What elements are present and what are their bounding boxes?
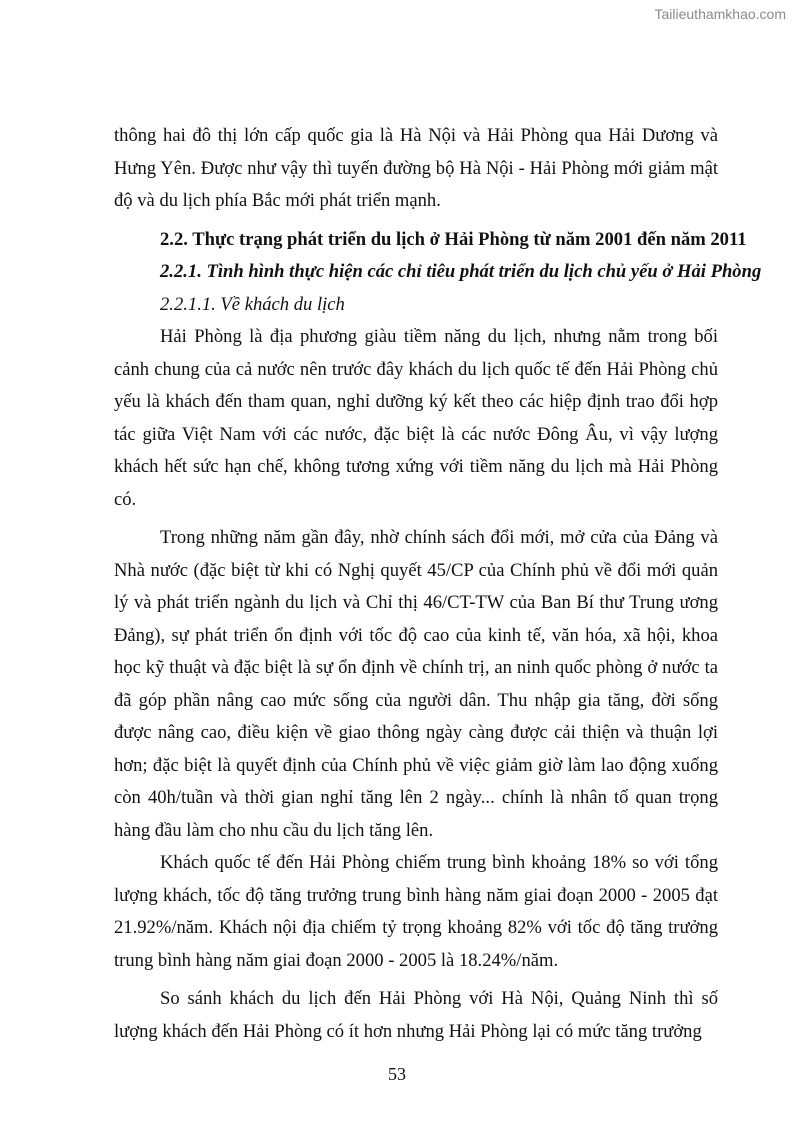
section-heading: 2.2. Thực trạng phát triển du lịch ở Hải Phòng từ năm 2001 đến năm 2011 [160,228,747,250]
subsection-heading: 2.2.1. Tình hình thực hiện các chỉ tiêu phát triển du lịch chủ yếu ở Hải Phòng [160,261,762,282]
paragraph-visitor-share: Khách quốc tế đến Hải Phòng chiếm trung bình khoảng 18% so với tổng lượng khách, tốc độ tăng trưởng trung bình hàng năm giai đoạn 2000 - 2005 đạt 21.92%/năm. Khách nội địa chiếm tỷ trọng khoảng 82% với tốc độ tăng trưởng trung bình hàng năm giai đoạn 2000 - 2005 là 18.24%/năm. [114,852,718,971]
subsubsection-heading: 2.2.1.1. Về khách du lịch [160,293,345,315]
page-number: 53 [388,1064,406,1084]
paragraph-recent-years: Trong những năm gần đây, nhờ chính sách đổi mới, mở cửa của Đảng và Nhà nước (đặc biệt từ khi có Nghị quyết 45/CP của Chính phủ về đổi mới quản lý và phát triển ngành du lịch và Chỉ thị 46/CT-TW của Ban Bí thư Trung ương Đảng), sự phát triển ổn định với tốc độ cao của kinh tế, văn hóa, xã hội, khoa học kỹ thuật và đặc biệt là sự ổn định về chính trị, an ninh quốc phòng ở nước ta đã góp phần nâng cao mức sống của người dân. Thu nhập gia tăng, đời sống được nâng cao, điều kiện về giao thông ngày càng được cải thiện và thuận lợi hơn; đặc biệt là quyết định của Chính phủ về việc giảm giờ làm lao động xuống còn 40h/tuần và thời gian nghỉ tăng lên 2 ngày... chính là nhân tố quan trọng hàng đầu làm cho nhu cầu du lịch tăng lên. [114,527,718,841]
watermark-text: Tailieuthamkhao.com [654,6,786,22]
paragraph-comparison: So sánh khách du lịch đến Hải Phòng với Hà Nội, Quảng Ninh thì số lượng khách đến Hải Phòng có ít hơn nhưng Hải Phòng lại có mức tăng trưởng [114,988,718,1042]
paragraph-intro: Hải Phòng là địa phương giàu tiềm năng du lịch, nhưng nằm trong bối cảnh chung của cả nước nên trước đây khách du lịch quốc tế đến Hải Phòng chủ yếu là khách đến tham quan, nghỉ dưỡng ký kết theo các hiệp định trao đổi hợp tác giữa Việt Nam với các nước, đặc biệt là các nước Đông Âu, vì vậy lượng khách hết sức hạn chế, không tương xứng với tiềm năng du lịch mà Hải Phòng có. [114,326,718,510]
document-body [114,120,762,1048]
paragraph-continuation: thông hai đô thị lớn cấp quốc gia là Hà Nội và Hải Phòng qua Hải Dương và Hưng Yên. Được như vậy thì tuyến đường bộ Hà Nội - Hải Phòng mới giảm mật độ và du lịch phía Bắc mới phát triển mạnh. [114,125,718,211]
